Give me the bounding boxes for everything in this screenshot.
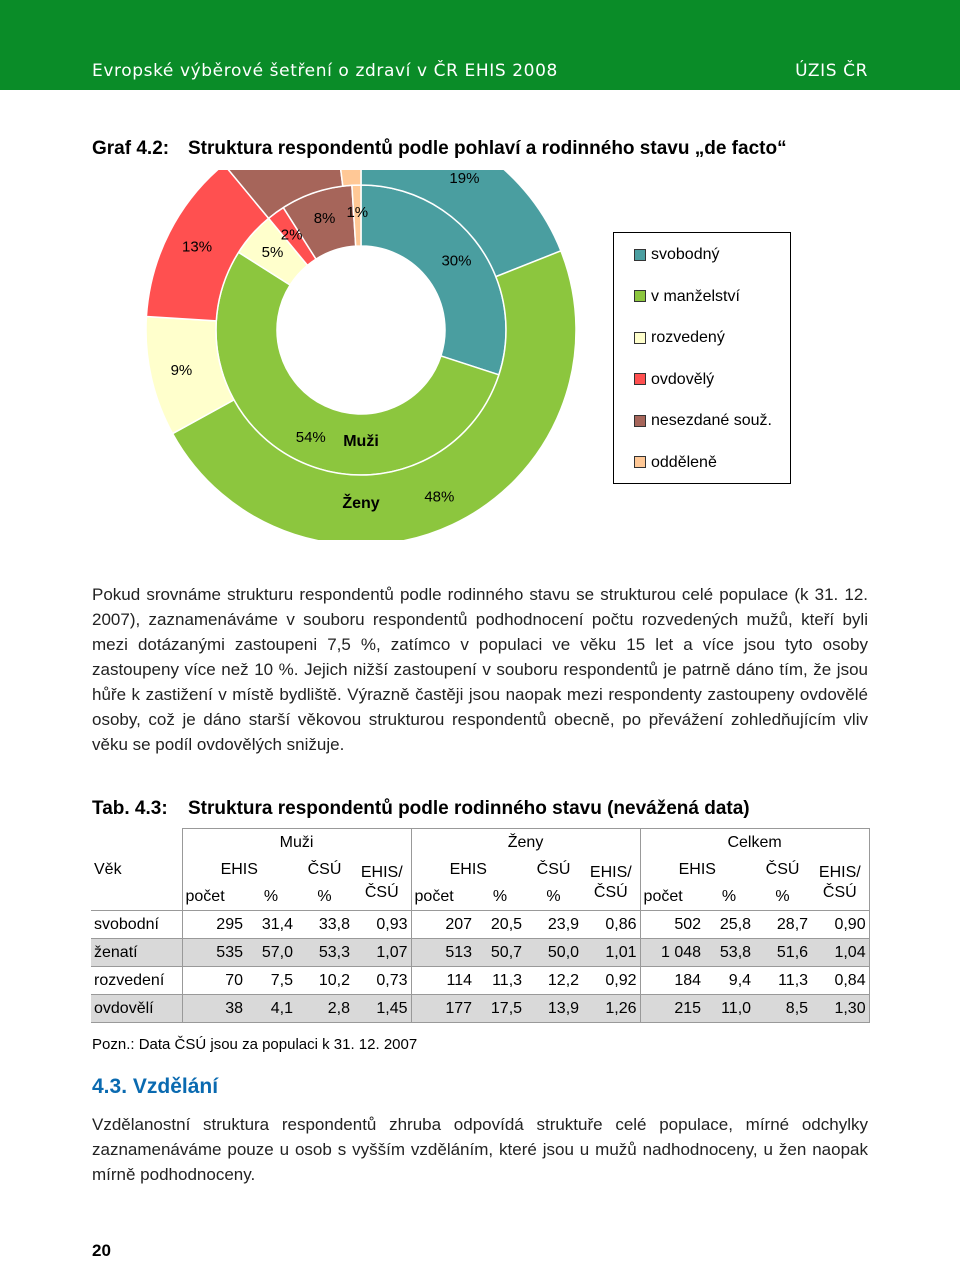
outer-slice-label-0: 19% — [449, 170, 479, 187]
table-cell: 70 — [182, 967, 246, 995]
outer-ring-label: Ženy — [342, 493, 379, 512]
legend-label: svobodný — [651, 246, 720, 263]
inner-slice-label-3: 2% — [281, 227, 303, 244]
legend-item — [634, 328, 725, 348]
table-label: Tab. 4.3: — [92, 798, 188, 820]
table-cell: 53,3 — [296, 939, 353, 967]
table-cell: 11,3 — [754, 967, 811, 995]
header-bar — [0, 0, 960, 90]
legend-swatch — [634, 373, 646, 385]
header-org: ÚZIS ČR — [795, 61, 868, 81]
table-note: Pozn.: Data ČSÚ jsou za populaci k 31. 12. 2007 — [92, 1036, 417, 1053]
legend-swatch — [634, 332, 646, 344]
col-header-csu: ČSÚ — [754, 856, 811, 883]
table-row — [91, 911, 869, 939]
graph-title — [92, 138, 787, 160]
ratio-bottom: ČSÚ — [823, 884, 857, 901]
table-cell: 114 — [411, 967, 475, 995]
inner-slice-label-5: 1% — [346, 204, 368, 221]
table-cell: 1,01 — [582, 939, 640, 967]
table-cell: 0,93 — [353, 911, 411, 939]
section-heading: 4.3. Vzdělání — [92, 1075, 218, 1099]
paragraph-education: Vzdělanostní struktura respondentů zhruba odpovídá struktuře celé populace, mírné odchylky zaznamenáváme pouze u osob s vyšším vzděláním, které jsou u mužů nadhodnoceny, u žen naopak mírně podhodnoceny. — [92, 1112, 868, 1187]
legend-item — [634, 287, 740, 307]
legend-item — [634, 411, 772, 431]
table-cell: 177 — [411, 995, 475, 1023]
legend-label: v manželství — [651, 288, 740, 305]
table-title-text: Struktura respondentů podle rodinného stavu (nevážená data) — [188, 798, 750, 819]
table-cell: 11,0 — [704, 995, 754, 1023]
ratio-top: EHIS/ — [590, 864, 632, 881]
table-cell: 1,07 — [353, 939, 411, 967]
table-cell: 1,26 — [582, 995, 640, 1023]
legend-item — [634, 370, 714, 390]
col-header-pct: % — [246, 883, 296, 911]
table-cell: 12,2 — [525, 967, 582, 995]
graph-label: Graf 4.2: — [92, 138, 188, 160]
col-header-ehis: EHIS — [411, 856, 525, 883]
table-cell: 38 — [182, 995, 246, 1023]
table-cell: 0,73 — [353, 967, 411, 995]
row-label: ovdovělí — [91, 995, 182, 1023]
col-header-count: počet — [411, 883, 475, 911]
table-cell: 1,04 — [811, 939, 869, 967]
col-header-pct: % — [296, 883, 353, 911]
legend-swatch — [634, 415, 646, 427]
table-cell: 31,4 — [246, 911, 296, 939]
group-header-women: Ženy — [411, 829, 640, 857]
table-row — [91, 995, 869, 1023]
inner-slice-label-1: 54% — [296, 429, 326, 446]
table-cell: 295 — [182, 911, 246, 939]
table-cell: 10,2 — [296, 967, 353, 995]
table-cell: 0,90 — [811, 911, 869, 939]
inner-ring-label: Muži — [343, 433, 379, 450]
col-header-ratio — [582, 856, 640, 911]
table-title — [92, 798, 750, 820]
outer-slice-label-1: 48% — [424, 488, 454, 505]
table-cell: 53,8 — [704, 939, 754, 967]
graph-title-text: Struktura respondentů podle pohlaví a rodinného stavu „de facto“ — [188, 138, 787, 159]
table-cell: 4,1 — [246, 995, 296, 1023]
table-cell: 1,30 — [811, 995, 869, 1023]
row-label: svobodní — [91, 911, 182, 939]
paragraph-marital: Pokud srovnáme strukturu respondentů podle rodinného stavu se strukturou celé populace (k 31. 12. 2007), zaznamenáváme v souboru respondentů podhodnocení počtu rozvedených mužů, kteří byli mezi dotázanými zastoupeni 7,5 %, zatímco v populaci ve věku 15 let a více jsou tyto osoby zastoupeny více než 10 %. Jejich nižší zastoupení v souboru respondentů je patrně dáno tím, že jsou hůře k zastižení v místě bydliště. Výrazně častěji jsou naopak mezi respondenty zastoupeny ovdovělé osoby, což je dáno starší věkovou strukturou respondentů obecně, po převážení zohledňujícím vliv věku se podíl ovdovělých snižuje. — [92, 582, 868, 757]
inner-slice-label-0: 30% — [441, 253, 471, 270]
chart-legend — [613, 232, 791, 484]
inner-slice-label-4: 8% — [314, 210, 336, 227]
table-cell: 51,6 — [754, 939, 811, 967]
table-cell: 1 048 — [640, 939, 704, 967]
col-header-count: počet — [182, 883, 246, 911]
table-cell: 9,4 — [704, 967, 754, 995]
ratio-bottom: ČSÚ — [365, 884, 399, 901]
col-header-pct: % — [704, 883, 754, 911]
table-cell: 7,5 — [246, 967, 296, 995]
legend-label: odděleně — [651, 454, 717, 471]
table-cell: 28,7 — [754, 911, 811, 939]
col-header-age: Věk — [91, 856, 182, 911]
group-header-total: Celkem — [640, 829, 869, 857]
row-label: ženatí — [91, 939, 182, 967]
page-number: 20 — [92, 1241, 111, 1261]
legend-label: nesezdané souž. — [651, 412, 772, 429]
table-cell: 0,84 — [811, 967, 869, 995]
legend-swatch — [634, 456, 646, 468]
table-cell: 184 — [640, 967, 704, 995]
legend-label: rozvedený — [651, 329, 725, 346]
table-cell: 13,9 — [525, 995, 582, 1023]
col-header-ehis: EHIS — [182, 856, 296, 883]
outer-slice-label-2: 9% — [171, 362, 193, 379]
ratio-top: EHIS/ — [361, 864, 403, 881]
row-label: rozvedení — [91, 967, 182, 995]
table-cell: 535 — [182, 939, 246, 967]
table-cell: 50,0 — [525, 939, 582, 967]
col-header-csu: ČSÚ — [525, 856, 582, 883]
marital-table — [91, 828, 870, 1023]
table-cell: 11,3 — [475, 967, 525, 995]
table-cell: 20,5 — [475, 911, 525, 939]
group-header-men: Muži — [182, 829, 411, 857]
table-cell: 8,5 — [754, 995, 811, 1023]
table-cell: 1,45 — [353, 995, 411, 1023]
legend-label: ovdovělý — [651, 371, 714, 388]
table-cell: 0,92 — [582, 967, 640, 995]
legend-item — [634, 245, 720, 265]
col-header-pct: % — [475, 883, 525, 911]
col-header-ratio — [811, 856, 869, 911]
header-title: Evropské výběrové šetření o zdraví v ČR EHIS 2008 — [92, 61, 558, 81]
ratio-bottom: ČSÚ — [594, 884, 628, 901]
table-cell: 2,8 — [296, 995, 353, 1023]
table-row — [91, 967, 869, 995]
col-header-ehis: EHIS — [640, 856, 754, 883]
table-cell: 207 — [411, 911, 475, 939]
col-header-ratio — [353, 856, 411, 911]
col-header-pct: % — [754, 883, 811, 911]
table-cell: 215 — [640, 995, 704, 1023]
table-cell: 57,0 — [246, 939, 296, 967]
table-row — [91, 939, 869, 967]
table-cell: 513 — [411, 939, 475, 967]
col-header-pct: % — [525, 883, 582, 911]
table-cell: 502 — [640, 911, 704, 939]
table-cell: 17,5 — [475, 995, 525, 1023]
ratio-top: EHIS/ — [819, 864, 861, 881]
legend-swatch — [634, 249, 646, 261]
col-header-count: počet — [640, 883, 704, 911]
col-header-csu: ČSÚ — [296, 856, 353, 883]
table-cell: 33,8 — [296, 911, 353, 939]
outer-slice-label-3: 13% — [182, 238, 212, 255]
table-cell: 50,7 — [475, 939, 525, 967]
doughnut-chart — [0, 170, 960, 540]
table-cell: 25,8 — [704, 911, 754, 939]
legend-item — [634, 453, 717, 473]
table-cell: 23,9 — [525, 911, 582, 939]
legend-swatch — [634, 290, 646, 302]
inner-slice-label-2: 5% — [262, 244, 284, 261]
table-cell: 0,86 — [582, 911, 640, 939]
